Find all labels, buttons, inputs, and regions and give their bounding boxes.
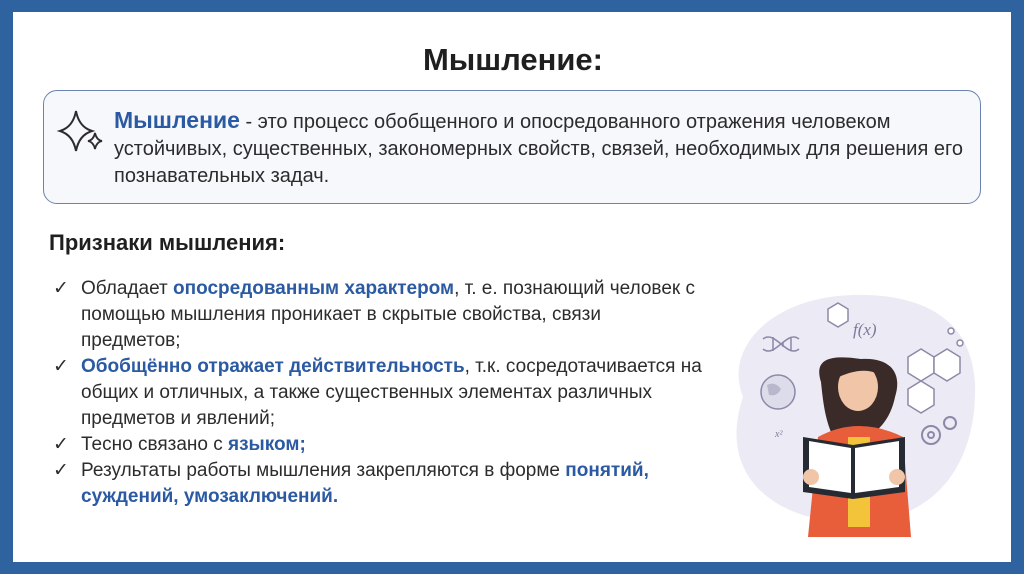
checkmark-icon: ✓ [53, 460, 69, 481]
item-highlight: понятий, суждений, умозаключений. [81, 460, 649, 507]
illustration [703, 287, 993, 547]
item-text: Обладает [81, 278, 174, 299]
item-text: , т. е. познающий человек с помощью мышления проникает в скрытые свойства, связи предметов; [81, 278, 695, 351]
checkmark-icon: ✓ [53, 356, 69, 377]
list-item [53, 458, 703, 510]
definition-body: - это процесс обобщенного и опосредованного отражения человеком устойчивых, существенных, закономерных свойств, связей, необходимых для решения его познавательных задач. [114, 111, 963, 187]
features-list [53, 276, 703, 510]
item-text: , т.к. сосредотачивается на общих и отличных, а также существенных элементах различных предметов и явлений; [81, 356, 702, 429]
exponent-label: x² [775, 429, 783, 440]
definition-term: Мышление [114, 107, 240, 133]
definition-text [114, 107, 964, 190]
list-item [53, 432, 703, 458]
checkmark-icon: ✓ [53, 434, 69, 455]
sparkle-icon [56, 107, 106, 159]
slide-title: Мышление: [422, 42, 603, 77]
definition-box [43, 90, 981, 204]
list-item [53, 276, 703, 354]
formula-label: f(x) [853, 320, 877, 339]
item-text: Тесно связано с [81, 434, 229, 455]
item-text: Результаты работы мышления закрепляются в форме [81, 460, 566, 481]
item-highlight: опосредованным характером [173, 278, 455, 299]
item-highlight: языком; [228, 434, 306, 455]
list-item [53, 354, 703, 432]
globe-icon [761, 375, 795, 409]
slide [13, 12, 1011, 562]
checkmark-icon: ✓ [53, 278, 69, 299]
item-highlight: Обобщённо отражает действительность [81, 356, 465, 377]
features-heading: Признаки мышления: [49, 230, 286, 255]
